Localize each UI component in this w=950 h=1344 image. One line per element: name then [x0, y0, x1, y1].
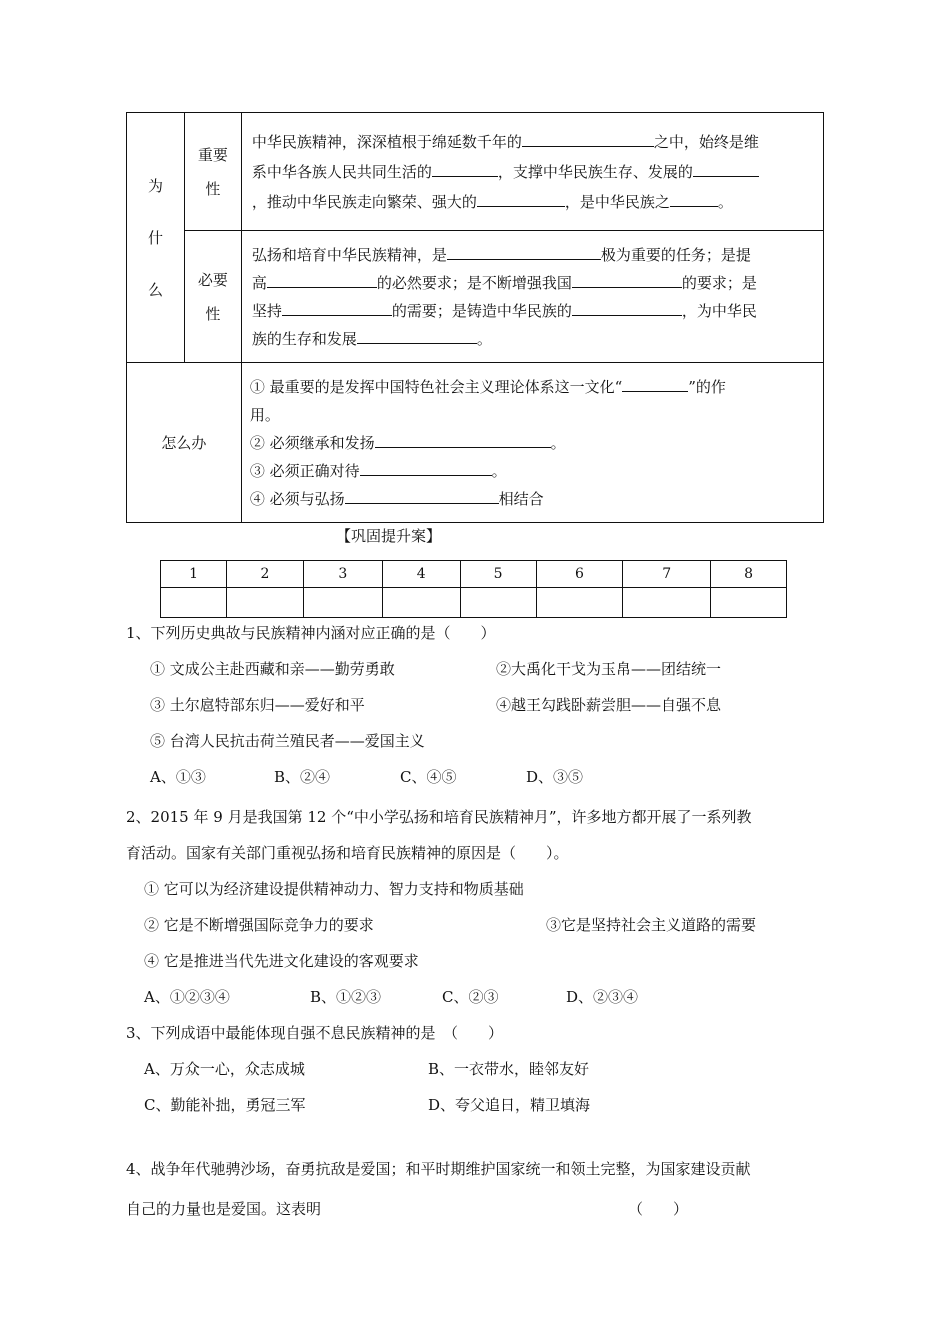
- q3-choice-b[interactable]: B、一衣带水，睦邻友好: [428, 1060, 590, 1078]
- answer-number-8: 8: [711, 561, 787, 588]
- section-title: 【巩固提升案】: [336, 527, 442, 545]
- blank-strategic[interactable]: [447, 243, 601, 260]
- necessity-text-3: 高: [251, 273, 267, 292]
- q3-choice-d[interactable]: D、夸父追日，精卫填海: [428, 1096, 591, 1114]
- blank-competitiveness[interactable]: [572, 271, 682, 288]
- importance-label-cell: [184, 113, 241, 231]
- necessity-text-7: 的需要；是铸造中华民族的: [391, 301, 572, 320]
- q2-option-3: ③它是坚持社会主义道路的需要: [546, 916, 757, 934]
- blank-treat[interactable]: [360, 459, 492, 476]
- necessity-label-2: 性: [205, 304, 221, 323]
- q3-stem: 3、下列成语中最能体现自强不息民族精神的是 （ ）: [126, 1024, 504, 1042]
- blank-soul-culture[interactable]: [622, 375, 688, 392]
- q4-stem-line1: 4、战争年代驰骋沙场，奋勇抗敌是爱国；和平时期维护国家统一和领土完整，为国家建设贡献: [126, 1160, 751, 1178]
- answer-number-row: [161, 561, 787, 588]
- answer-number-3: 3: [303, 561, 382, 588]
- q4-stem-line2: 自己的力量也是爱国。这表明: [126, 1200, 322, 1218]
- why-char-2: 什: [147, 228, 163, 247]
- q2-stem-line1: 2、2015 年 9 月是我国第 12 个“中小学弘扬和培育民族精神月”，许多地方都开展了一系列教: [126, 808, 752, 826]
- answer-number-1: 1: [161, 561, 227, 588]
- necessity-content-cell: [241, 231, 823, 363]
- how-text-2a: ② 必须继承和发扬: [249, 433, 375, 452]
- blank-inherit[interactable]: [375, 431, 551, 448]
- blank-force[interactable]: [477, 190, 565, 207]
- why-label-cell: [127, 113, 185, 363]
- necessity-text-2: 极为重要的任务；是提: [600, 245, 751, 264]
- how-text-4a: ④ 必须与弘扬: [249, 489, 345, 508]
- importance-text-1: 中华民族精神，深深植根于绵延数千年的: [251, 132, 522, 151]
- how-text-3a: ③ 必须正确对待: [249, 461, 360, 480]
- answer-table: [160, 560, 787, 618]
- blank-spirit[interactable]: [572, 299, 682, 316]
- blank-combine[interactable]: [345, 487, 499, 504]
- answer-cell-6[interactable]: [536, 588, 623, 618]
- how-label: 怎么办: [161, 433, 207, 452]
- blank-road[interactable]: [282, 299, 392, 316]
- q1-choice-b[interactable]: B、②④: [274, 768, 331, 786]
- blank-soul[interactable]: [670, 190, 718, 207]
- answer-cell-3[interactable]: [303, 588, 382, 618]
- how-text-3b: 。: [491, 461, 507, 480]
- answer-number-2: 2: [227, 561, 304, 588]
- necessity-text-1: 弘扬和培育中华民族精神，是: [251, 245, 447, 264]
- necessity-row: [127, 231, 824, 363]
- necessity-text-5: 的要求；是: [681, 273, 757, 292]
- q2-choice-a[interactable]: A、①②③④: [144, 988, 230, 1006]
- importance-text-3: 系中华各族人民共同生活的: [251, 162, 432, 181]
- q1-option-2: ②大禹化干戈为玉帛——团结统一: [496, 660, 722, 678]
- answer-cell-1[interactable]: [161, 588, 227, 618]
- q2-stem-line2: 育活动。国家有关部门重视弘扬和培育民族精神的原因是（ ）。: [126, 844, 569, 862]
- importance-text-6: ，是中华民族之: [564, 192, 670, 211]
- q2-option-4: ④ 它是推进当代先进文化建设的客观要求: [144, 952, 419, 970]
- q1-option-5: ⑤ 台湾人民抗击荷兰殖民者——爱国主义: [150, 732, 425, 750]
- how-text-1c: 用。: [249, 405, 280, 424]
- knowledge-table: [126, 112, 824, 523]
- q2-choice-d[interactable]: D、②③④: [566, 988, 639, 1006]
- q2-choice-c[interactable]: C、②③: [442, 988, 499, 1006]
- q1-option-1: ① 文成公主赴西藏和亲——勤劳勇敢: [150, 660, 395, 678]
- answer-cell-4[interactable]: [382, 588, 460, 618]
- how-text-1b: ”的作: [688, 377, 726, 396]
- answer-cell-5[interactable]: [460, 588, 536, 618]
- answer-number-6: 6: [536, 561, 623, 588]
- necessity-label-1: 必要: [197, 270, 228, 289]
- necessity-paragraph: [242, 241, 823, 353]
- necessity-text-6: 坚持: [251, 301, 282, 320]
- answer-input-row: [161, 588, 787, 618]
- necessity-text-10: 。: [476, 329, 492, 348]
- necessity-label-cell: [184, 231, 241, 363]
- how-content-cell: [241, 363, 823, 523]
- q1-stem: 1、下列历史典故与民族精神内涵对应正确的是（ ）: [126, 624, 496, 642]
- how-text-4b: 相结合: [498, 489, 544, 508]
- q1-choice-d[interactable]: D、③⑤: [526, 768, 584, 786]
- q2-option-2: ② 它是不断增强国际竞争力的要求: [144, 916, 374, 934]
- q4-answer-paren[interactable]: （ ）: [628, 1200, 689, 1218]
- how-row: [127, 363, 824, 523]
- importance-label-2: 性: [205, 179, 221, 198]
- answer-cell-8[interactable]: [711, 588, 787, 618]
- q1-option-3: ③ 土尔扈特部东归——爱好和平: [150, 696, 365, 714]
- q2-option-1: ① 它可以为经济建设提供精神动力、智力支持和物质基础: [144, 880, 524, 898]
- blank-support[interactable]: [693, 160, 759, 177]
- answer-number-4: 4: [382, 561, 460, 588]
- answer-number-5: 5: [460, 561, 536, 588]
- q1-choice-c[interactable]: C、④⑤: [400, 768, 457, 786]
- importance-row: [127, 113, 824, 231]
- answer-number-7: 7: [623, 561, 711, 588]
- why-char-1: 为: [147, 176, 163, 195]
- importance-content-cell: [241, 113, 823, 231]
- necessity-text-9: 族的生存和发展: [251, 329, 357, 348]
- how-paragraph: [242, 373, 823, 513]
- importance-text-2: 之中，始终是维: [653, 132, 759, 151]
- importance-text-7: 。: [717, 192, 733, 211]
- importance-label-1: 重要: [197, 145, 228, 164]
- q3-choice-a[interactable]: A、万众一心，众志成城: [144, 1060, 305, 1078]
- answer-cell-2[interactable]: [227, 588, 304, 618]
- how-label-cell: [127, 363, 242, 523]
- answer-cell-7[interactable]: [623, 588, 711, 618]
- q2-choice-b[interactable]: B、①②③: [310, 988, 382, 1006]
- necessity-text-4: 的必然要求；是不断增强我国: [376, 273, 572, 292]
- blank-quality[interactable]: [267, 271, 377, 288]
- necessity-text-8: ，为中华民: [681, 301, 757, 320]
- why-char-3: 么: [147, 280, 163, 299]
- q1-option-4: ④越王勾践卧薪尝胆——自强不息: [496, 696, 722, 714]
- importance-text-5: ，推动中华民族走向繁荣、强大的: [251, 192, 477, 211]
- importance-text-4: ，支撑中华民族生存、发展的: [497, 162, 693, 181]
- q3-choice-c[interactable]: C、勤能补拙，勇冠三军: [144, 1096, 306, 1114]
- blank-culture[interactable]: [522, 130, 654, 147]
- blank-foundation[interactable]: [357, 327, 477, 344]
- importance-paragraph: [242, 127, 823, 217]
- blank-bond[interactable]: [432, 160, 498, 177]
- how-text-2b: 。: [550, 433, 566, 452]
- how-text-1a: ① 最重要的是发挥中国特色社会主义理论体系这一文化“: [249, 377, 623, 396]
- q1-choice-a[interactable]: A、①③: [150, 768, 206, 786]
